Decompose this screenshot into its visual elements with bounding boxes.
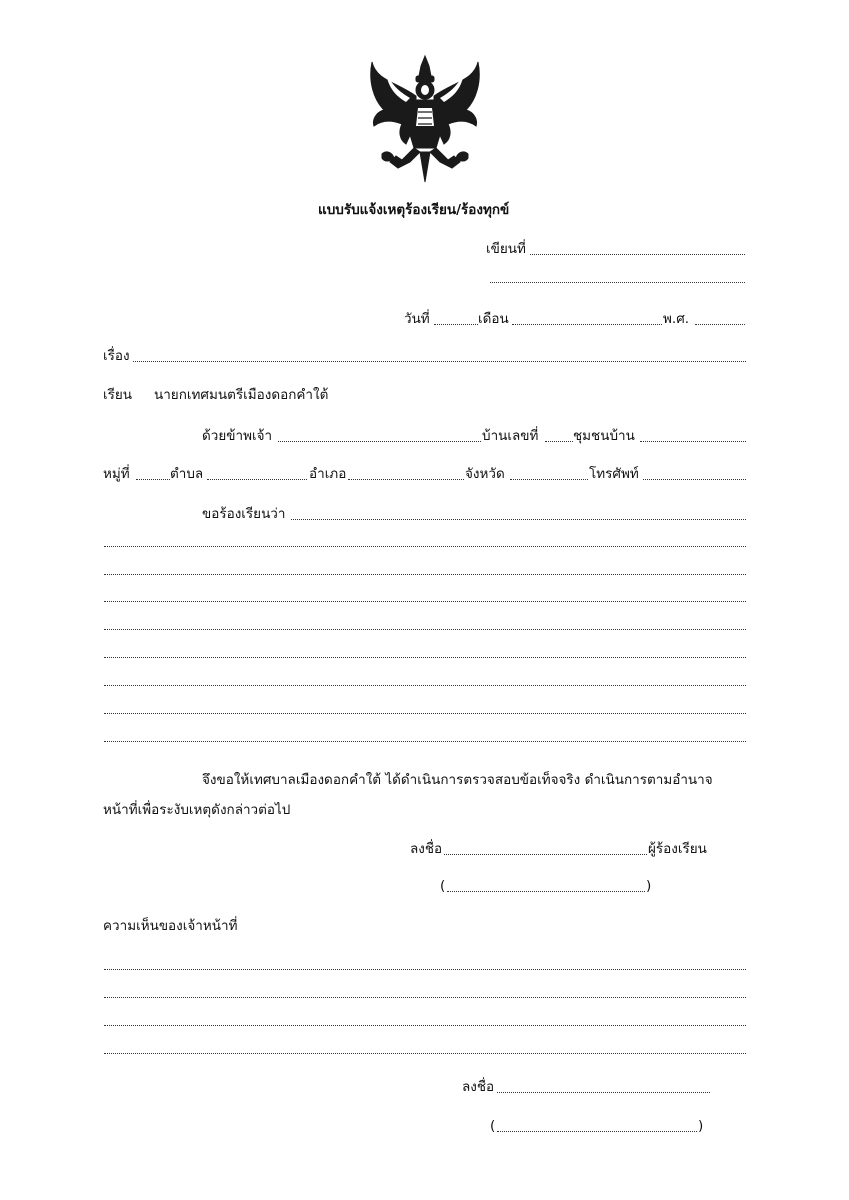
amphoe-label: อำเภอ <box>309 466 347 482</box>
community-field[interactable] <box>640 439 746 442</box>
closing-line-1: จึงขอให้เทศบาลเมืองดอกคำใต้ ได้ดำเนินการตรวจสอบข้อเท็จจริง ดำเนินการตามอำนาจ <box>202 772 713 788</box>
applicant-name-field[interactable] <box>278 439 481 442</box>
written-at-label: เขียนที่ <box>486 241 526 257</box>
officer-sign-field[interactable] <box>497 1090 710 1093</box>
to-value: นายกเทศมนตรีเมืองดอกคำใต้ <box>154 387 329 403</box>
subject-field[interactable] <box>133 359 746 362</box>
date-year-label: พ.ศ. <box>663 311 690 327</box>
tambon-label: ตำบล <box>170 466 204 482</box>
request-line-7[interactable] <box>104 711 746 714</box>
amphoe-field[interactable] <box>348 477 464 480</box>
by-me-label: ด้วยข้าพเจ้า <box>202 428 273 444</box>
date-day-label: วันที่ <box>404 311 430 327</box>
request-line-8[interactable] <box>104 739 746 742</box>
officer-sign-label: ลงชื่อ <box>462 1079 495 1095</box>
complainant-role: ผู้ร้องเรียน <box>648 841 707 857</box>
request-field[interactable] <box>291 517 746 520</box>
date-year-field[interactable] <box>695 322 745 325</box>
officer-open-paren: ( <box>490 1118 496 1134</box>
subject-label: เรื่อง <box>103 348 130 364</box>
sign-close-paren: ) <box>646 878 652 894</box>
opinion-line-1[interactable] <box>104 967 746 970</box>
opinion-line-4[interactable] <box>104 1051 746 1054</box>
officer-opinion-label: ความเห็นของเจ้าหน้าที่ <box>103 918 238 934</box>
written-at-field[interactable] <box>530 252 745 255</box>
to-label: เรียน <box>103 387 133 403</box>
officer-name-field[interactable] <box>497 1129 697 1132</box>
opinion-line-3[interactable] <box>104 1023 746 1026</box>
date-day-field[interactable] <box>434 322 478 325</box>
opinion-line-2[interactable] <box>104 995 746 998</box>
address-line-field[interactable] <box>490 280 745 283</box>
sign-label: ลงชื่อ <box>410 841 443 857</box>
date-month-label: เดือน <box>478 311 509 327</box>
request-line-6[interactable] <box>104 683 746 686</box>
date-month-field[interactable] <box>512 322 662 325</box>
moo-label: หมู่ที่ <box>103 466 130 482</box>
moo-field[interactable] <box>136 477 170 480</box>
sign-open-paren: ( <box>440 878 446 894</box>
garuda-emblem <box>366 52 484 188</box>
house-no-field[interactable] <box>545 439 573 442</box>
request-line-3[interactable] <box>104 599 746 602</box>
request-line-1[interactable] <box>104 544 746 547</box>
phone-field[interactable] <box>643 477 746 480</box>
officer-close-paren: ) <box>698 1118 704 1134</box>
community-label: ชุมชนบ้าน <box>573 428 635 444</box>
form-title: แบบรับแจ้งเหตุร้องเรียน/ร้องทุกข์ <box>318 202 510 218</box>
closing-line-2: หน้าที่เพื่อระงับเหตุดังกล่าวต่อไป <box>103 802 291 818</box>
request-line-5[interactable] <box>104 655 746 658</box>
phone-label: โทรศัพท์ <box>589 466 639 482</box>
request-line-2[interactable] <box>104 572 746 575</box>
province-label: จังหวัด <box>465 466 505 482</box>
sign-field[interactable] <box>444 852 647 855</box>
request-label: ขอร้องเรียนว่า <box>202 506 286 522</box>
request-line-4[interactable] <box>104 627 746 630</box>
sign-name-field[interactable] <box>447 889 645 892</box>
house-no-label: บ้านเลขที่ <box>482 428 539 444</box>
province-field[interactable] <box>510 477 588 480</box>
tambon-field[interactable] <box>207 477 307 480</box>
